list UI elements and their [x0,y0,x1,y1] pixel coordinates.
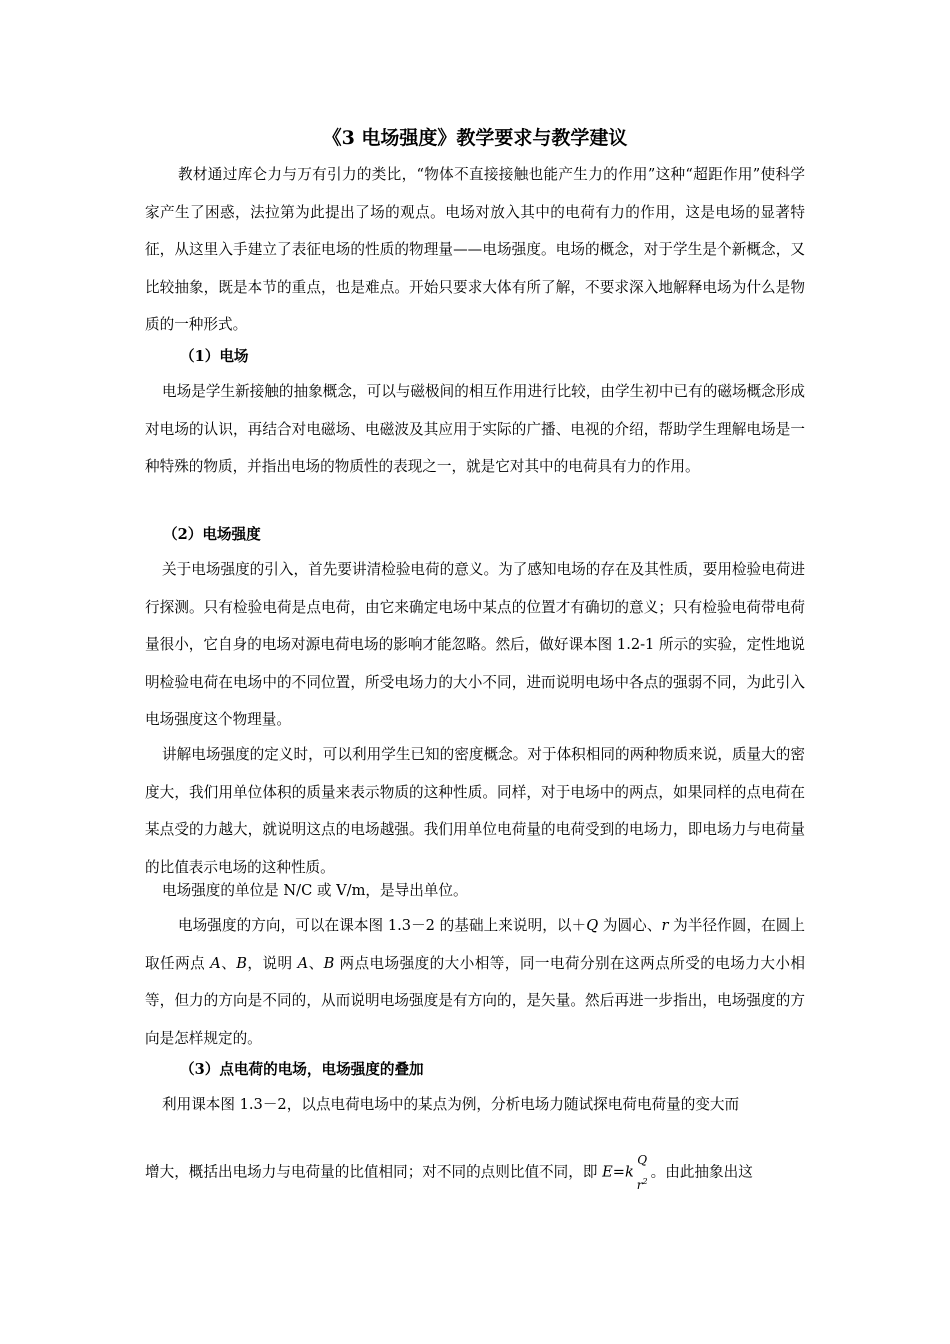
symbol-q: Q [586,917,599,934]
direction-text: 为半径作圆，在圆上取任两点 [145,917,806,972]
formula-numerator: Q [637,1153,648,1167]
direction-text: 、 [220,954,237,972]
symbol-a: A [297,954,309,972]
formula-fraction [635,1153,650,1192]
direction-text: ，说明 [246,954,298,972]
direction-text: 两点电场强度的大小相等，同一电荷分别在这两点所受的电场力大小相等，但力的方向是不同的，从而说明电场强度是有方向的，是矢量。然后再进一步指出，电场强度的方向是怎样规定的。 [145,954,806,1047]
electric-field-paragraph: 电场是学生新接触的抽象概念，可以与磁极间的相互作用进行比较，由学生初中已有的磁场概念形成对电场的认识，再结合对电磁场、电磁波及其应用于实际的广播、电视的介绍，帮助学生理解电场是一种特殊的物质，并指出电场的物质性的表现之一，就是它对其中的电荷具有力的作用。 [145,383,805,475]
section-heading-electric-field: （1）电场 [180,348,249,365]
section-heading-field-strength: （2）电场强度 [163,526,261,543]
point-charge-line-2 [145,1153,805,1192]
direction-text: 电场强度的方向，可以在课本图 1.3－2 的基础上来说明，以＋ [178,917,587,934]
formula-exponent: 2 [642,1177,648,1186]
field-strength-intro-paragraph: 关于电场强度的引入，首先要讲清检验电荷的意义。为了感知电场的存在及其性质，要用检验电荷进行探测。只有检验电荷是点电荷，由它来确定电场中某点的位置才有确切的意义；只有检验电荷带电荷量很小，它自身的电场对源电荷电场的影响才能忽略。然后，做好课本图 1.2-1 所示的实验，定性地说明检验电荷在电场中的不同位置，所受电场力的大小不同，进而说明电场中各点的强弱不同，为此引入电场强度这个物理量。 [145,561,805,728]
formula-lhs: E=k [602,1163,634,1181]
formula-denominator [635,1169,650,1192]
intro-paragraph: 教材通过库仑力与万有引力的类比，“物体不直接接触也能产生力的作用”这种“超距作用”使科学家产生了困惑，法拉第为此提出了场的观点。电场对放入其中的电荷有力的作用，这是电场的显著特征，从这里入手建立了表征电场的性质的物理量——电场强度。电场的概念，对于学生是个新概念，又比较抽象，既是本节的重点，也是难点。开始只要求大体有所了解，不要求深入地解释电场为什么是物质的一种形式。 [145,166,805,333]
point-charge-text: 增大，概括出电场力与电荷量的比值相同；对不同的点则比值不同，即 [145,1163,603,1181]
formula-denominator-base: r [636,1178,643,1192]
point-charge-line-1: 利用课本图 1.3－2，以点电荷电场中的某点为例，分析电场力随试探电荷电荷量的变大而 [162,1096,740,1113]
field-strength-unit-line: 电场强度的单位是 N/C 或 V/m，是导出单位。 [162,882,468,899]
direction-text: 、 [308,954,324,972]
field-strength-definition-paragraph: 讲解电场强度的定义时，可以利用学生已知的密度概念。对于体积相同的两种物质来说，质量大的密度大，我们用单位体积的质量来表示物质的这种性质。同样，对于电场中的两点，如果同样的点电荷在某点受的力越大，就说明这点的电场越强。我们用单位电荷量的电荷受到的电场力，即电场力与电荷量的比值表示电场的这种性质。 [145,746,805,876]
field-direction-paragraph [145,907,805,1057]
section-heading-point-charge-field: （3）点电荷的电场，电场强度的叠加 [180,1061,424,1078]
symbol-b: B [236,954,247,972]
point-charge-text: 。由此抽象出这 [650,1163,753,1181]
direction-text: 为圆心、 [598,917,662,934]
symbol-r: r [661,917,669,934]
symbol-a: A [210,954,221,972]
symbol-b: B [323,954,335,972]
document-title: 《3 电场强度》教学要求与教学建议 [322,127,628,149]
